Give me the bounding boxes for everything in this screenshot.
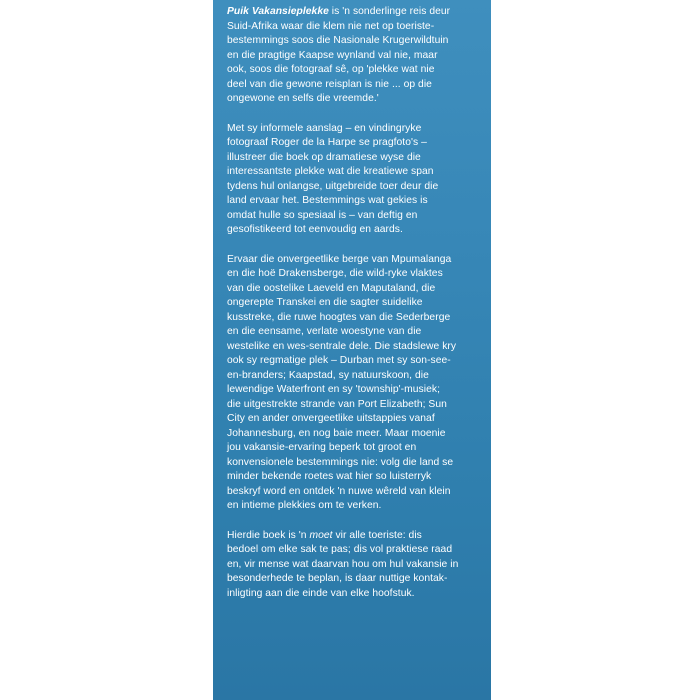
text-line: jou vakansie-ervaring beperk tot groot en [227, 442, 417, 453]
text-line: en die pragtige Kaapse wynland val nie, maar [227, 49, 438, 61]
paragraph-photographer [227, 122, 477, 238]
text-line: kusstreke, die ruwe hoogtes van die Sederberge [227, 311, 451, 323]
text-line: omdat hulle so spesiaal is – van deftig en [227, 209, 418, 221]
text-line: tydens hul onlangse, uitgebreide toer deur die [227, 180, 439, 192]
text-line: konvensionele bestemmings nie: volg die land se [227, 456, 454, 468]
text-line: Suid-Afrika waar die klem nie net op toeriste- [227, 20, 435, 32]
text-line: fotograaf Roger de la Harpe se pragfoto's – [227, 137, 427, 148]
book-title: Puik Vakansieplekke [227, 6, 329, 17]
text-line: en die eensame, verlate woestyne van die [227, 326, 422, 337]
text-line: ook, soos die fotograaf sê, op 'plekke wat nie [227, 64, 435, 75]
text-line: bedoel om elke sak te pas; dis vol praktiese raad [227, 544, 453, 555]
text-line: interessantste plekke wat die kreatiewe span [227, 166, 434, 177]
text-line: Ervaar die onvergeetlike berge van Mpumalanga [227, 253, 452, 265]
text-line: deel van die gewone reisplan is nie ... op die [227, 78, 432, 90]
text-line: en die hoë Drakensberge, die wild-ryke vlaktes [227, 268, 443, 279]
text-line: Hierdie boek is 'n moet vir alle toeriste: dis [227, 529, 422, 541]
emphasis-moet: moet [309, 529, 333, 541]
paragraph-intro [227, 5, 477, 107]
text-line: Met sy informele aanslag – en vindingryke [227, 122, 422, 134]
paragraph-destinations [227, 253, 477, 514]
text-line: en-branders; Kaapstad, sy natuurskoon, die [227, 369, 429, 381]
text-line: ongewone en selfs die vreemde.' [227, 93, 379, 104]
text-line: die uitgestrekte strande van Port Elizabeth; Sun [227, 398, 447, 410]
text-line: Johannesburg, en nog baie meer. Maar moenie [227, 427, 446, 439]
text-line: en intieme plekkies om te verken. [227, 500, 382, 511]
text-line: van die oostelike Laeveld en Maputaland, die [227, 282, 436, 294]
paragraph-practical [227, 529, 477, 602]
text-line: minder bekende roetes wat hier so luisterryk [227, 471, 432, 482]
text-line: City en ander onvergeetlike uitstappies vanaf [227, 413, 435, 424]
text-line: bestemmings soos die Nasionale Krugerwildtuin [227, 35, 449, 46]
text-line: inligting aan die einde van elke hoofstuk. [227, 587, 415, 599]
text-line: beskryf word en ontdek 'n nuwe wêreld van klein [227, 485, 451, 497]
back-cover-panel [213, 0, 491, 700]
text-line: ongerepte Transkei en die sagter suidelike [227, 297, 423, 308]
text-line: land ervaar het. Bestemmings wat gekies is [227, 195, 428, 206]
text-line: ook sy regmatige plek – Durban met sy son-see- [227, 355, 451, 366]
text-line: en, vir mense wat daarvan hou om hul vakansie in [227, 558, 459, 570]
text-line: gesofistikeerd tot eenvoudig en aards. [227, 224, 403, 235]
text-line: illustreer die boek op dramatiese wyse die [227, 151, 421, 163]
text-line: besonderhede te beplan, is daar nuttige kontak- [227, 573, 448, 584]
text-line: Puik Vakansieplekke is 'n sonderlinge reis deur [227, 6, 451, 17]
text-line: westelike en wes-sentrale dele. Die stadslewe kry [227, 340, 457, 352]
text-line: lewendige Waterfront en sy 'township'-musiek; [227, 384, 440, 395]
